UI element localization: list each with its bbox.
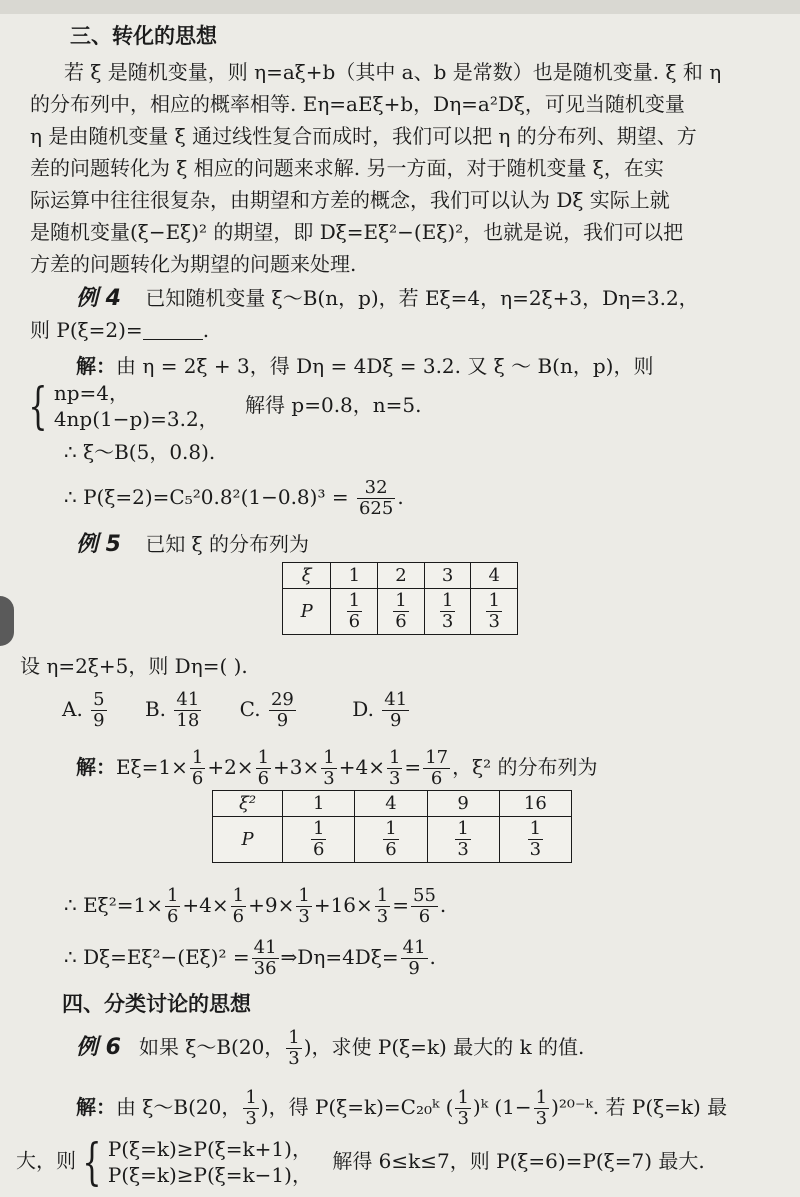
expr: +3× [273, 755, 320, 779]
example-5-variance [64, 934, 436, 980]
numerator: 1 [441, 590, 454, 611]
table-cell: 3 [424, 563, 471, 589]
expr: ∴ Dξ=Eξ²−(Eξ)² = [64, 945, 250, 969]
table-cell: 1 [331, 563, 378, 589]
solution-label: 解： [76, 354, 116, 378]
denominator: 6 [191, 768, 204, 789]
table-header-xi-squared: ξ² [213, 791, 283, 817]
table-cell [331, 589, 378, 635]
numerator: 1 [457, 818, 469, 839]
example-4-question [76, 284, 699, 313]
denominator: 9 [390, 710, 402, 731]
solution-label: 解： [76, 755, 116, 779]
denominator: 3 [245, 1108, 257, 1129]
example-5-e-xi-squared [64, 882, 446, 928]
denominator: 3 [488, 611, 500, 632]
numerator: 1 [288, 1027, 300, 1048]
fraction [321, 748, 336, 789]
denominator: 3 [298, 906, 310, 927]
fraction [231, 886, 246, 927]
option-c [239, 689, 298, 731]
numerator: 1 [385, 818, 397, 839]
option-letter: B. [144, 697, 167, 721]
numerator: 41 [384, 689, 408, 710]
table-header-xi: ξ [283, 563, 331, 589]
xi-squared-distribution-table [212, 790, 572, 863]
example-4-distribution: ∴ ξ～B(5，0.8). [64, 440, 216, 464]
numerator: 1 [313, 818, 325, 839]
fraction [165, 886, 180, 927]
numerator: 1 [191, 747, 204, 768]
table-cell [378, 589, 425, 635]
fraction [455, 1088, 470, 1129]
denominator: 6 [395, 611, 407, 632]
period: . [439, 893, 447, 917]
denominator: 3 [376, 906, 389, 927]
option-letter: C. [239, 697, 261, 721]
solution-label: 解： [76, 1095, 116, 1119]
fraction-55-6 [411, 886, 438, 927]
expr: 由 ξ～B(20， [116, 1095, 242, 1119]
fraction [243, 1088, 258, 1129]
example-6-solution-line-2 [16, 1133, 705, 1191]
fraction-41-9 [401, 938, 428, 979]
table-cell [499, 817, 571, 863]
example-4-solution-line-1 [76, 352, 653, 380]
period: . [429, 945, 436, 969]
expr: 如果 ξ～B(20， [138, 1035, 285, 1059]
numerator: 41 [253, 937, 277, 958]
denominator: 6 [348, 611, 361, 632]
page-tab-marker [0, 596, 14, 646]
numerator: 1 [232, 885, 245, 906]
table-cell: 9 [427, 791, 499, 817]
denominator: 3 [323, 768, 335, 789]
table-header-p: P [283, 589, 331, 635]
table-row [213, 817, 572, 863]
expr: ⇒Dη=4Dξ= [280, 945, 399, 969]
numerator: 41 [402, 937, 426, 958]
numerator: 1 [388, 747, 401, 768]
table-row [213, 791, 572, 817]
numerator: 55 [413, 885, 436, 906]
denominator: 3 [529, 839, 542, 860]
table-cell: 1 [283, 791, 355, 817]
expr: +4× [338, 755, 385, 779]
numerator: 41 [176, 689, 200, 710]
denominator: 6 [430, 768, 443, 789]
answer-blank [143, 319, 203, 340]
example-4-label: 例 4 [76, 286, 121, 311]
option-letter: A. [62, 697, 83, 721]
denominator: 3 [441, 611, 454, 632]
denominator: 6 [418, 906, 431, 927]
fraction [190, 748, 205, 789]
denominator: 36 [253, 958, 277, 979]
expr: )，得 P(ξ=k)=C₂₀ᵏ ( [260, 1095, 454, 1119]
left-brace: { [28, 377, 48, 435]
expr: +2× [207, 755, 254, 779]
system-equation-2: 4np(1−p)=3.2， [53, 407, 219, 431]
example-5-label: 例 5 [76, 532, 121, 557]
example-4-solution-text: 由 η = 2ξ + 3，得 Dη = 4Dξ = 3.2. 又 ξ ～ B(n，p)，则 [116, 354, 654, 378]
denominator: 6 [385, 839, 397, 860]
paragraph-line-1: 若 ξ 是随机变量，则 η=aξ+b（其中 a、b 是常数）也是随机变量. ξ 和 η [64, 60, 722, 84]
table-cell: 4 [355, 791, 427, 817]
example-5-question [76, 530, 309, 559]
option-letter: D. [352, 697, 374, 721]
numerator: 1 [245, 1087, 257, 1108]
denominator: 3 [457, 839, 469, 860]
table-cell: 2 [378, 563, 425, 589]
numerator: 32 [357, 478, 395, 499]
example-4-question-line-2: 则 P(ξ=2)= . [30, 318, 210, 342]
numerator: 1 [376, 885, 389, 906]
left-brace: { [82, 1133, 102, 1191]
fraction [256, 748, 271, 789]
denominator: 9 [93, 710, 105, 731]
equation-system [54, 380, 219, 432]
inequality-system [108, 1136, 312, 1188]
example-5-question-text: 已知 ξ 的分布列为 [145, 532, 310, 556]
numerator: 1 [166, 885, 179, 906]
numerator: 1 [535, 1087, 548, 1108]
numerator: 5 [93, 689, 105, 710]
expr: Eξ=1× [116, 755, 188, 779]
table-cell: 16 [499, 791, 571, 817]
numerator: 1 [488, 590, 500, 611]
inequality-1: P(ξ=k)≥P(ξ=k+1)， [107, 1137, 312, 1161]
denominator: 3 [388, 768, 401, 789]
fraction-1-3 [286, 1028, 301, 1069]
numerator: 1 [257, 747, 270, 768]
expr: ，ξ² 的分布列为 [452, 755, 598, 779]
denominator: 9 [276, 710, 289, 731]
paragraph-line-3: η 是由随机变量 ξ 通过线性复合而成时，我们可以把 η 的分布列、期望、方 [30, 124, 697, 148]
example-5-expectation [76, 744, 597, 790]
numerator: 17 [425, 747, 449, 768]
denominator: 6 [313, 839, 325, 860]
table-cell [283, 817, 355, 863]
denominator: 6 [232, 906, 245, 927]
fraction-41-36 [252, 938, 279, 979]
table-cell [427, 817, 499, 863]
fraction-17-6 [423, 748, 450, 789]
option-d [352, 689, 411, 731]
system-equation-1: np=4， [53, 381, 129, 405]
top-edge [0, 0, 800, 14]
numerator: 29 [270, 689, 294, 710]
table-row [283, 589, 518, 635]
table-cell: 4 [471, 563, 518, 589]
expr: +9× [248, 893, 295, 917]
numerator: 1 [298, 885, 310, 906]
table-cell [424, 589, 471, 635]
fraction [375, 886, 390, 927]
expr: )²⁰⁻ᵏ. 若 P(ξ=k) 最 [551, 1095, 728, 1119]
option-a [62, 689, 109, 731]
example-5-question-line-2: 设 η=2ξ+5，则 Dη=( ). [20, 654, 248, 678]
denominator: 6 [257, 768, 270, 789]
table-row [283, 563, 518, 589]
expr: ∴ Eξ²=1× [64, 893, 163, 917]
numerator: 1 [457, 1087, 469, 1108]
numerator: 1 [323, 747, 335, 768]
numerator: 1 [348, 590, 361, 611]
example-6-result: 解得 6≤k≤7，则 P(ξ=6)=P(ξ=7) 最大. [332, 1148, 705, 1173]
table-header-p: P [213, 817, 283, 863]
expr: = [392, 893, 410, 917]
fraction-32-625 [357, 478, 395, 519]
paragraph-line-5: 际运算中往往很复杂，由期望和方差的概念，我们可以认为 Dξ 实际上就 [30, 188, 670, 212]
expr: +16× [313, 893, 373, 917]
answer-options [62, 686, 411, 732]
section-4-title: 四、分类讨论的思想 [62, 992, 251, 1016]
xi-distribution-table [282, 562, 518, 635]
fraction [296, 886, 311, 927]
expr: )，求使 P(ξ=k) 最大的 k 的值. [303, 1035, 585, 1059]
example-4-system [22, 377, 422, 435]
paragraph-line-6: 是随机变量(ξ−Eξ)² 的期望，即 Dξ=Eξ²−(Eξ)²，也就是说，我们可以把 [30, 220, 684, 244]
example-4-probability [64, 474, 404, 520]
denominator: 625 [358, 498, 394, 519]
expr: )ᵏ (1− [472, 1095, 532, 1119]
numerator: 1 [395, 590, 407, 611]
table-cell [355, 817, 427, 863]
expr: +4× [182, 893, 229, 917]
example-4-question-text: 已知随机变量 ξ～B(n，p)，若 Eξ=4，η=2ξ+3，Dη=3.2， [145, 286, 699, 310]
probability-expression: ∴ P(ξ=2)=C₅²0.8²(1−0.8)³ = [64, 485, 349, 509]
fraction [387, 748, 402, 789]
denominator: 9 [408, 958, 420, 979]
paragraph-line-7: 方差的问题转化为期望的问题来处理. [30, 252, 357, 276]
example-6-question [76, 1024, 584, 1071]
numerator: 1 [529, 818, 542, 839]
fraction [534, 1088, 549, 1129]
denominator: 18 [176, 710, 200, 731]
denominator: 3 [457, 1108, 469, 1129]
denominator: 6 [166, 906, 179, 927]
denominator: 3 [535, 1108, 548, 1129]
example-4-question-tail: 则 P(ξ=2)= [30, 318, 143, 342]
table-cell [471, 589, 518, 635]
example-6-label: 例 6 [76, 1035, 121, 1060]
paragraph-line-2: 的分布列中，相应的概率相等. Eη=aEξ+b，Dη=a²Dξ，可见当随机变量 [30, 92, 685, 116]
denominator: 3 [288, 1048, 300, 1069]
period: . [397, 485, 404, 509]
example-4-result: 解得 p=0.8，n=5. [245, 392, 422, 417]
section-3-title: 三、转化的思想 [70, 24, 217, 48]
example-6-solution-line-1 [76, 1084, 727, 1130]
inequality-2: P(ξ=k)≥P(ξ=k−1)， [107, 1163, 312, 1187]
expr: 大，则 [16, 1148, 76, 1173]
expr: = [404, 755, 422, 779]
option-b [144, 689, 203, 731]
paragraph-line-4: 差的问题转化为 ξ 相应的问题来求解. 另一方面，对于随机变量 ξ，在实 [30, 156, 664, 180]
